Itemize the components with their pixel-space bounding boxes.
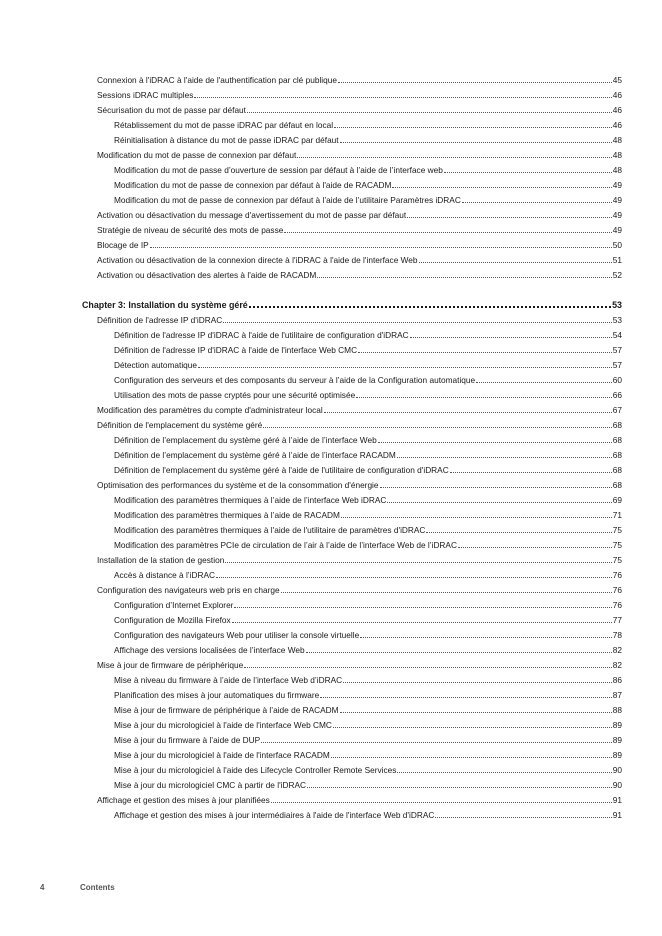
- toc-page-number: 68: [612, 435, 622, 445]
- toc-entry-title: Mise à jour du firmware à l’aide de DUP: [114, 735, 261, 745]
- toc-entry[interactable]: [0, 310, 622, 325]
- toc-entry-title: Détection automatique: [114, 360, 198, 370]
- toc-page-number: 49: [612, 225, 622, 235]
- toc-entry-title: Activation ou désactivation du message d'avertissement du mot de passe par défaut: [97, 210, 407, 220]
- toc-entry[interactable]: [0, 385, 622, 400]
- toc-entry-title: Chapter 3: Installation du système géré: [82, 300, 248, 310]
- toc-leader-dots: [476, 382, 612, 383]
- toc-entry[interactable]: [0, 490, 622, 505]
- toc-leader-dots: [458, 547, 612, 548]
- toc-page-number: 90: [612, 765, 622, 775]
- toc-entry-title: Définition de l'emplacement du système géré à l'aide de l'utilitaire de configuration d'iDRAC: [114, 465, 449, 475]
- toc-leader-dots: [419, 262, 612, 263]
- toc-leader-dots: [380, 487, 612, 488]
- toc-leader-dots: [397, 772, 611, 773]
- toc-entry-title: Activation ou désactivation de la connexion directe à l'iDRAC à l'aide de l'interface Web: [97, 255, 418, 265]
- toc-page-number: 86: [612, 675, 622, 685]
- toc-entry[interactable]: [0, 430, 622, 445]
- toc-entry[interactable]: [0, 535, 622, 550]
- toc-page-number: 82: [612, 660, 622, 670]
- toc-entry-title: Définition de l’emplacement du système géré à l’aide de l’interface Web: [114, 435, 377, 445]
- toc-entry-title: Modification du mot de passe de connexion par défaut à l’aide de l’utilitaire Paramètres iDRAC: [114, 195, 461, 205]
- toc-entry-title: Configuration de Mozilla Firefox: [114, 615, 231, 625]
- toc-leader-dots: [244, 667, 612, 668]
- toc-entry-title: Définition de l’emplacement du système géré à l’aide de l’interface RACADM: [114, 450, 396, 460]
- toc-page-number: 51: [612, 255, 622, 265]
- toc-page-number: 67: [612, 405, 622, 415]
- toc-page-number: 71: [612, 510, 622, 520]
- toc-page-number: 68: [612, 465, 622, 475]
- toc-entry-title: Modification des paramètres thermiques à l’aide de RACADM: [114, 510, 340, 520]
- toc-entry[interactable]: [0, 160, 622, 175]
- toc-entry-title: Mise à jour de firmware de périphérique: [97, 660, 244, 670]
- toc-leader-dots: [234, 607, 611, 608]
- toc-leader-dots: [426, 532, 611, 533]
- toc-entry[interactable]: [0, 355, 622, 370]
- toc-leader-dots: [297, 157, 612, 158]
- toc-leader-dots: [338, 82, 612, 83]
- toc-entry-title: Configuration des navigateurs Web pour utiliser la console virtuelle: [114, 630, 360, 640]
- toc-entry[interactable]: [0, 220, 622, 235]
- toc-page-number: 66: [612, 390, 622, 400]
- toc-page-number: 53: [612, 315, 622, 325]
- toc-leader-dots: [343, 682, 612, 683]
- toc-entry-title: Configuration d’Internet Explorer: [114, 600, 234, 610]
- toc-entry[interactable]: [0, 190, 622, 205]
- toc-entry[interactable]: [0, 760, 622, 775]
- toc-chapter-entry[interactable]: [0, 295, 622, 310]
- toc-leader-dots: [378, 442, 612, 443]
- toc-entry[interactable]: [0, 70, 622, 85]
- toc-entry[interactable]: [0, 265, 622, 280]
- toc-entry-title: Sessions iDRAC multiples: [97, 90, 194, 100]
- toc-page-number: 57: [612, 345, 622, 355]
- toc-entry[interactable]: [0, 700, 622, 715]
- toc-entry-title: Mise à jour du micrologiciel à l'aide des Lifecycle Controller Remote Services: [114, 765, 397, 775]
- toc-entry-title: Connexion à l'iDRAC à l'aide de l'authentification par clé publique: [97, 75, 337, 85]
- toc-leader-dots: [410, 337, 612, 338]
- toc-leader-dots: [261, 742, 612, 743]
- toc-entry[interactable]: [0, 145, 622, 160]
- toc-page-number: 52: [612, 270, 622, 280]
- toc-entry-title: Configuration des navigateurs web pris en charge: [97, 585, 280, 595]
- toc-entry[interactable]: [0, 775, 622, 790]
- toc-leader-dots: [435, 817, 611, 818]
- toc-entry[interactable]: [0, 670, 622, 685]
- toc-leader-dots: [216, 577, 612, 578]
- toc-page-number: 54: [612, 330, 622, 340]
- toc-page-number: 48: [612, 165, 622, 175]
- toc-entry-title: Optimisation des performances du système et de la consommation d'énergie: [97, 480, 379, 490]
- toc-page-number: 77: [612, 615, 622, 625]
- toc-entry[interactable]: [0, 505, 622, 520]
- toc-leader-dots: [225, 562, 611, 563]
- toc-entry-title: Modification du mot de passe de connexion par défaut: [97, 150, 297, 160]
- toc-entry[interactable]: [0, 565, 622, 580]
- toc-page-number: 89: [612, 720, 622, 730]
- toc-leader-dots: [284, 232, 611, 233]
- toc-entry-title: Rétablissement du mot de passe iDRAC par défaut en local: [114, 120, 334, 130]
- toc-leader-dots: [340, 142, 612, 143]
- toc-entry[interactable]: [0, 730, 622, 745]
- toc-page-number: 91: [612, 810, 622, 820]
- page-number: 4: [40, 883, 45, 892]
- toc-page-number: 49: [612, 195, 622, 205]
- toc-leader-dots: [249, 306, 611, 308]
- toc-entry-title: Planification des mises à jour automatiques du firmware: [114, 690, 320, 700]
- toc-entry[interactable]: [0, 325, 622, 340]
- toc-page-number: 82: [612, 645, 622, 655]
- toc-entry[interactable]: [0, 685, 622, 700]
- toc-leader-dots: [360, 637, 612, 638]
- toc-entry[interactable]: [0, 520, 622, 535]
- toc-page-number: 75: [612, 540, 622, 550]
- toc-leader-dots: [356, 397, 612, 398]
- toc-entry[interactable]: [0, 415, 622, 430]
- toc-entry[interactable]: [0, 400, 622, 415]
- toc-page-number: 49: [612, 180, 622, 190]
- toc-leader-dots: [198, 367, 612, 368]
- toc-entry[interactable]: [0, 805, 622, 820]
- toc-leader-dots: [358, 352, 612, 353]
- toc-entry-title: Définition de l'adresse IP d'iDRAC: [97, 315, 223, 325]
- toc-page-number: 75: [612, 525, 622, 535]
- toc-page-number: 57: [612, 360, 622, 370]
- toc-leader-dots: [392, 187, 611, 188]
- toc-page-number: 46: [612, 120, 622, 130]
- toc-leader-dots: [340, 712, 612, 713]
- toc-page-number: 46: [612, 90, 622, 100]
- toc-page-number: 53: [612, 300, 622, 310]
- toc-leader-dots: [223, 322, 612, 323]
- toc-entry-title: Configuration des serveurs et des composants du serveur à l’aide de la Configuration automatique: [114, 375, 476, 385]
- toc-entry[interactable]: [0, 790, 622, 805]
- toc-leader-dots: [333, 727, 612, 728]
- toc-entry-title: Activation ou désactivation des alertes à l'aide de RACADM: [97, 270, 317, 280]
- toc-entry[interactable]: [0, 745, 622, 760]
- toc-leader-dots: [320, 697, 612, 698]
- toc-entry[interactable]: [0, 115, 622, 130]
- toc-leader-dots: [247, 112, 612, 113]
- toc-entry-title: Mise à jour du micrologiciel CMC à partir de l'iDRAC: [114, 780, 307, 790]
- toc-page-number: 68: [612, 450, 622, 460]
- toc-leader-dots: [462, 202, 612, 203]
- toc-page-number: 50: [612, 240, 622, 250]
- toc-page-number: 46: [612, 105, 622, 115]
- toc-leader-dots: [150, 247, 612, 248]
- toc-page-number: 45: [612, 75, 622, 85]
- toc-leader-dots: [450, 472, 612, 473]
- toc-entry[interactable]: [0, 655, 622, 670]
- toc-leader-dots: [341, 517, 612, 518]
- toc-entry-title: Définition de l'adresse IP d'iDRAC à l'aide de l'utilitaire de configuration d'iDRAC: [114, 330, 409, 340]
- toc-page-number: 68: [612, 420, 622, 430]
- toc-leader-dots: [444, 172, 612, 173]
- toc-entry[interactable]: [0, 250, 622, 265]
- toc-page-number: 49: [612, 210, 622, 220]
- toc-page-number: 69: [612, 495, 622, 505]
- toc-leader-dots: [324, 412, 612, 413]
- toc-leader-dots: [263, 427, 611, 428]
- toc-entry-title: Mise à jour du micrologiciel à l'aide de l'interface Web CMC: [114, 720, 332, 730]
- toc-entry-title: Blocage de IP: [97, 240, 149, 250]
- toc-entry-title: Stratégie de niveau de sécurité des mots de passe: [97, 225, 284, 235]
- toc-entry[interactable]: [0, 130, 622, 145]
- toc-page-number: 90: [612, 780, 622, 790]
- toc-entry-title: Modification des paramètres PCIe de circulation de l’air à l’aide de l’interface Web de l’iDRAC: [114, 540, 457, 550]
- toc-entry[interactable]: [0, 460, 622, 475]
- footer-label: Contents: [80, 883, 115, 892]
- toc-page-number: 88: [612, 705, 622, 715]
- toc-entry[interactable]: [0, 595, 622, 610]
- toc-entry[interactable]: [0, 550, 622, 565]
- toc-entry[interactable]: [0, 370, 622, 385]
- toc-entry-title: Définition de l'adresse IP d'iDRAC à l'aide de l'interface Web CMC: [114, 345, 358, 355]
- toc-entry-title: Mise à niveau du firmware à l’aide de l’interface Web d’iDRAC: [114, 675, 343, 685]
- toc-entry-title: Modification du mot de passe de connexion par défaut à l'aide de RACADM: [114, 180, 392, 190]
- toc-entry[interactable]: [0, 580, 622, 595]
- toc-leader-dots: [271, 802, 612, 803]
- toc-leader-dots: [194, 97, 611, 98]
- toc-page-number: 75: [612, 555, 622, 565]
- toc-entry-title: Affichage et gestion des mises à jour intermédiaires à l'aide de l'interface Web d'iDRAC: [114, 810, 435, 820]
- toc-entry[interactable]: [0, 640, 622, 655]
- toc-page-number: 76: [612, 600, 622, 610]
- toc-entry[interactable]: [0, 175, 622, 190]
- toc-entry-title: Modification des paramètres thermiques à l'aide de l'utilitaire de paramètres d'iDRAC: [114, 525, 426, 535]
- toc-entry-title: Modification des paramètres thermiques à l’aide de l’interface Web iDRAC: [114, 495, 387, 505]
- toc-leader-dots: [306, 652, 612, 653]
- toc-leader-dots: [397, 457, 612, 458]
- toc-page-number: 48: [612, 150, 622, 160]
- toc-entry[interactable]: [0, 100, 622, 115]
- toc-entry[interactable]: [0, 625, 622, 640]
- toc-entry-title: Mise à jour de firmware de périphérique à l’aide de RACADM: [114, 705, 339, 715]
- toc-leader-dots: [317, 277, 612, 278]
- toc-entry[interactable]: [0, 85, 622, 100]
- toc-entry[interactable]: [0, 235, 622, 250]
- toc-page-number: 48: [612, 135, 622, 145]
- toc-page-number: 89: [612, 750, 622, 760]
- toc-page-number: 68: [612, 480, 622, 490]
- toc-leader-dots: [281, 592, 612, 593]
- toc-leader-dots: [307, 787, 612, 788]
- toc-page-number: 78: [612, 630, 622, 640]
- toc-entry-title: Utilisation des mots de passe cryptés pour une sécurité optimisée: [114, 390, 356, 400]
- toc-entry-title: Mise à jour du micrologiciel à l'aide de l'interface RACADM: [114, 750, 330, 760]
- toc-entry[interactable]: [0, 445, 622, 460]
- toc-entry-title: Modification du mot de passe d’ouverture de session par défaut à l’aide de l’interface web: [114, 165, 443, 175]
- toc-page-number: 87: [612, 690, 622, 700]
- toc-page-number: 60: [612, 375, 622, 385]
- toc-entry-title: Accès à distance à l’iDRAC: [114, 570, 215, 580]
- toc-entry[interactable]: [0, 715, 622, 730]
- toc-entry[interactable]: [0, 475, 622, 490]
- toc-entry-title: Affichage des versions localisées de l’interface Web: [114, 645, 305, 655]
- toc-entry-title: Définition de l'emplacement du système géré: [97, 420, 263, 430]
- toc-entry[interactable]: [0, 610, 622, 625]
- toc-entry[interactable]: [0, 340, 622, 355]
- toc-entry-title: Sécurisation du mot de passe par défaut: [97, 105, 246, 115]
- toc-entry-title: Modification des paramètres du compte d'administrateur local: [97, 405, 323, 415]
- toc-leader-dots: [407, 217, 612, 218]
- toc-leader-dots: [387, 502, 611, 503]
- toc-entry[interactable]: [0, 205, 622, 220]
- toc-leader-dots: [331, 757, 612, 758]
- toc-page-number: 89: [612, 735, 622, 745]
- toc-entry-title: Affichage et gestion des mises à jour planifiées: [97, 795, 270, 805]
- toc-page-number: 76: [612, 585, 622, 595]
- toc-entry-title: Installation de la station de gestion: [97, 555, 225, 565]
- toc-page-number: 91: [612, 795, 622, 805]
- toc-entry-title: Réinitialisation à distance du mot de passe iDRAC par défaut: [114, 135, 339, 145]
- toc-page-number: 76: [612, 570, 622, 580]
- toc-leader-dots: [334, 127, 612, 128]
- toc-leader-dots: [232, 622, 612, 623]
